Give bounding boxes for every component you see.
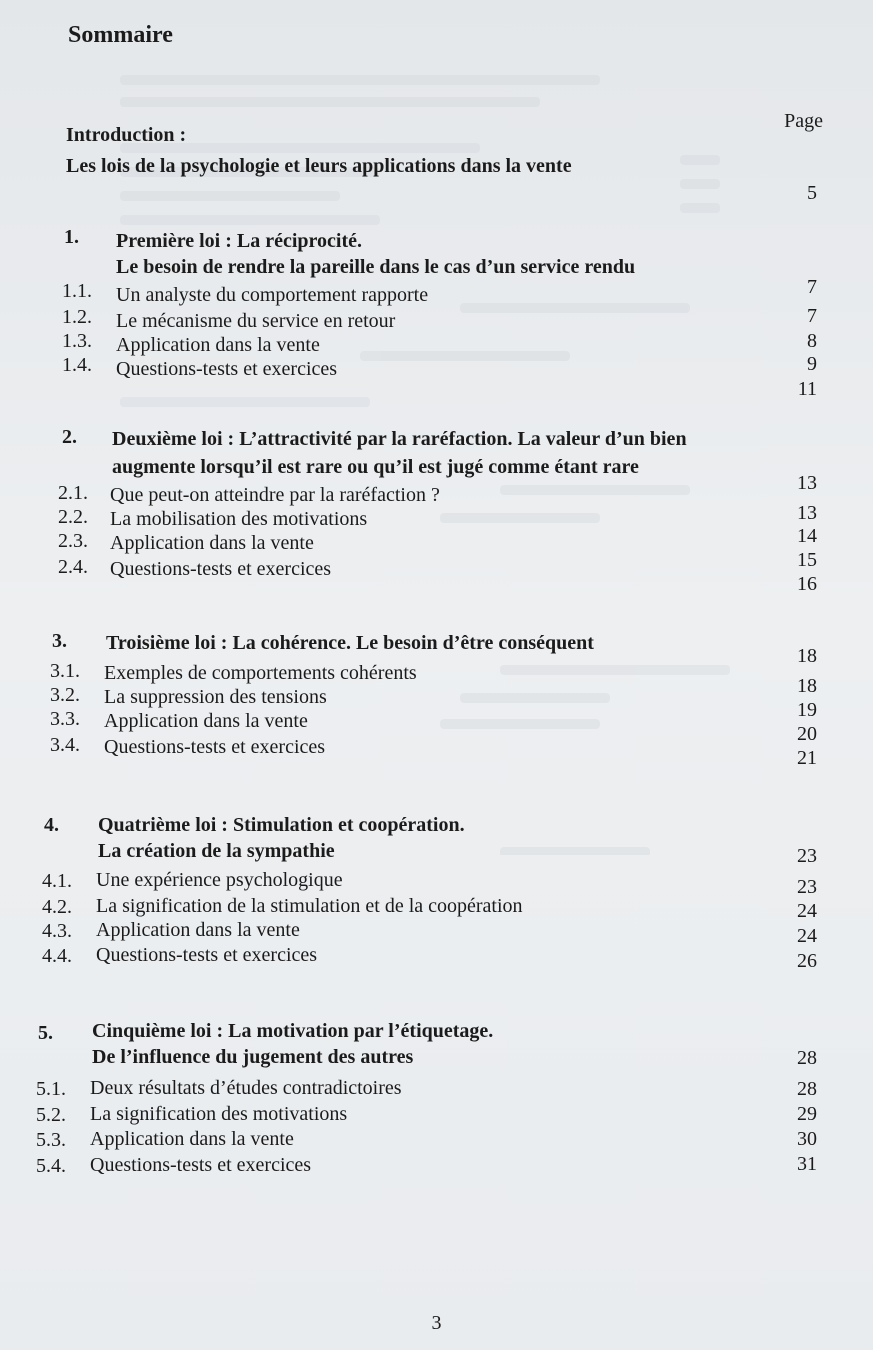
entry-page: 15 <box>797 549 817 571</box>
entry-label[interactable]: Questions-tests et exercices <box>110 558 332 580</box>
entry-label[interactable]: La suppression des tensions <box>104 686 327 708</box>
entry-label[interactable]: Application dans la vente <box>110 532 314 554</box>
entry-number: 5.3. <box>36 1129 66 1151</box>
section-title-line[interactable]: Troisième loi : La cohérence. Le besoin d’être conséquent <box>106 632 594 654</box>
intro-text[interactable]: Les lois de la psychologie et leurs applications dans la vente <box>66 155 572 177</box>
entry-page: 19 <box>797 699 817 721</box>
section-title-line[interactable]: Deuxième loi : L’attractivité par la raréfaction. La valeur d’un bien <box>112 428 687 450</box>
entry-label[interactable]: Une expérience psychologique <box>96 869 343 891</box>
entry-label[interactable]: Exemples de comportements cohérents <box>104 662 417 684</box>
section-number: 5. <box>38 1022 53 1044</box>
entry-number: 3.4. <box>50 734 80 756</box>
section-title-line[interactable]: augmente lorsqu’il est rare ou qu’il est jugé comme étant rare <box>112 456 639 478</box>
page-title: Sommaire <box>68 22 173 48</box>
entry-number: 1.1. <box>62 280 92 302</box>
entry-page: 26 <box>797 950 817 972</box>
entry-number: 2.2. <box>58 506 88 528</box>
entry-label[interactable]: La signification des motivations <box>90 1103 348 1125</box>
entry-page: 20 <box>797 723 817 745</box>
section-number: 3. <box>52 630 67 652</box>
entry-number: 3.2. <box>50 684 80 706</box>
entry-page: 16 <box>797 573 817 595</box>
entry-number: 5.4. <box>36 1155 66 1177</box>
page-column-label: Page <box>784 110 823 132</box>
entry-page: 7 <box>807 305 817 327</box>
entry-page: 11 <box>797 378 817 400</box>
entry-page: 13 <box>797 502 817 524</box>
section-title-line[interactable]: Quatrième loi : Stimulation et coopération. <box>98 814 465 836</box>
entry-number: 1.2. <box>62 306 92 328</box>
intro-page: 5 <box>807 182 817 204</box>
entry-label[interactable]: Questions-tests et exercices <box>116 358 338 380</box>
entry-number: 4.3. <box>42 920 72 942</box>
entry-page: 31 <box>797 1153 817 1175</box>
entry-number: 3.1. <box>50 660 80 682</box>
section-page: 28 <box>797 1047 817 1069</box>
entry-label[interactable]: Questions-tests et exercices <box>104 736 326 758</box>
entry-number: 2.4. <box>58 556 88 578</box>
entry-page: 28 <box>797 1078 817 1100</box>
entry-page: 24 <box>797 900 817 922</box>
entry-label[interactable]: Application dans la vente <box>116 334 320 356</box>
entry-page: 29 <box>797 1103 817 1125</box>
entry-label[interactable]: Un analyste du comportement rapporte <box>116 284 429 306</box>
section-number: 4. <box>44 814 59 836</box>
entry-page: 30 <box>797 1128 817 1150</box>
intro-heading[interactable]: Introduction : <box>66 124 187 146</box>
section-title-line[interactable]: La création de la sympathie <box>98 840 335 862</box>
entry-page: 23 <box>797 876 817 898</box>
section-page: 7 <box>807 276 817 298</box>
entry-label[interactable]: Application dans la vente <box>96 919 300 941</box>
section-page: 13 <box>797 472 817 494</box>
entry-number: 3.3. <box>50 708 80 730</box>
section-title-line[interactable]: Le besoin de rendre la pareille dans le cas d’un service rendu <box>116 256 636 278</box>
entry-page: 18 <box>797 675 817 697</box>
entry-label[interactable]: La signification de la stimulation et de la coopération <box>96 895 523 917</box>
entry-page: 21 <box>797 747 817 769</box>
section-number: 1. <box>64 226 79 248</box>
entry-number: 2.3. <box>58 530 88 552</box>
entry-number: 4.2. <box>42 896 72 918</box>
entry-page: 9 <box>807 353 817 375</box>
entry-page: 8 <box>807 330 817 352</box>
entry-label[interactable]: Application dans la vente <box>104 710 308 732</box>
entry-label[interactable]: Deux résultats d’études contradictoires <box>90 1077 402 1099</box>
entry-page: 14 <box>797 525 817 547</box>
entry-label[interactable]: Le mécanisme du service en retour <box>116 310 396 332</box>
entry-number: 4.4. <box>42 945 72 967</box>
entry-number: 1.3. <box>62 330 92 352</box>
entry-number: 5.1. <box>36 1078 66 1100</box>
page-number-footer: 3 <box>431 1312 442 1334</box>
section-title-line[interactable]: De l’influence du jugement des autres <box>92 1046 414 1068</box>
entry-label[interactable]: Que peut-on atteindre par la raréfaction ? <box>110 484 440 506</box>
entry-number: 4.1. <box>42 870 72 892</box>
entry-label[interactable]: Application dans la vente <box>90 1128 294 1150</box>
section-title-line[interactable]: Première loi : La réciprocité. <box>116 230 363 252</box>
entry-page: 24 <box>797 925 817 947</box>
entry-label[interactable]: Questions-tests et exercices <box>90 1154 312 1176</box>
entry-number: 5.2. <box>36 1104 66 1126</box>
section-page: 23 <box>797 845 817 867</box>
section-title-line[interactable]: Cinquième loi : La motivation par l’étiquetage. <box>92 1020 494 1042</box>
section-page: 18 <box>797 645 817 667</box>
entry-label[interactable]: Questions-tests et exercices <box>96 944 318 966</box>
entry-number: 2.1. <box>58 482 88 504</box>
entry-label[interactable]: La mobilisation des motivations <box>110 508 368 530</box>
entry-number: 1.4. <box>62 354 92 376</box>
section-number: 2. <box>62 426 77 448</box>
